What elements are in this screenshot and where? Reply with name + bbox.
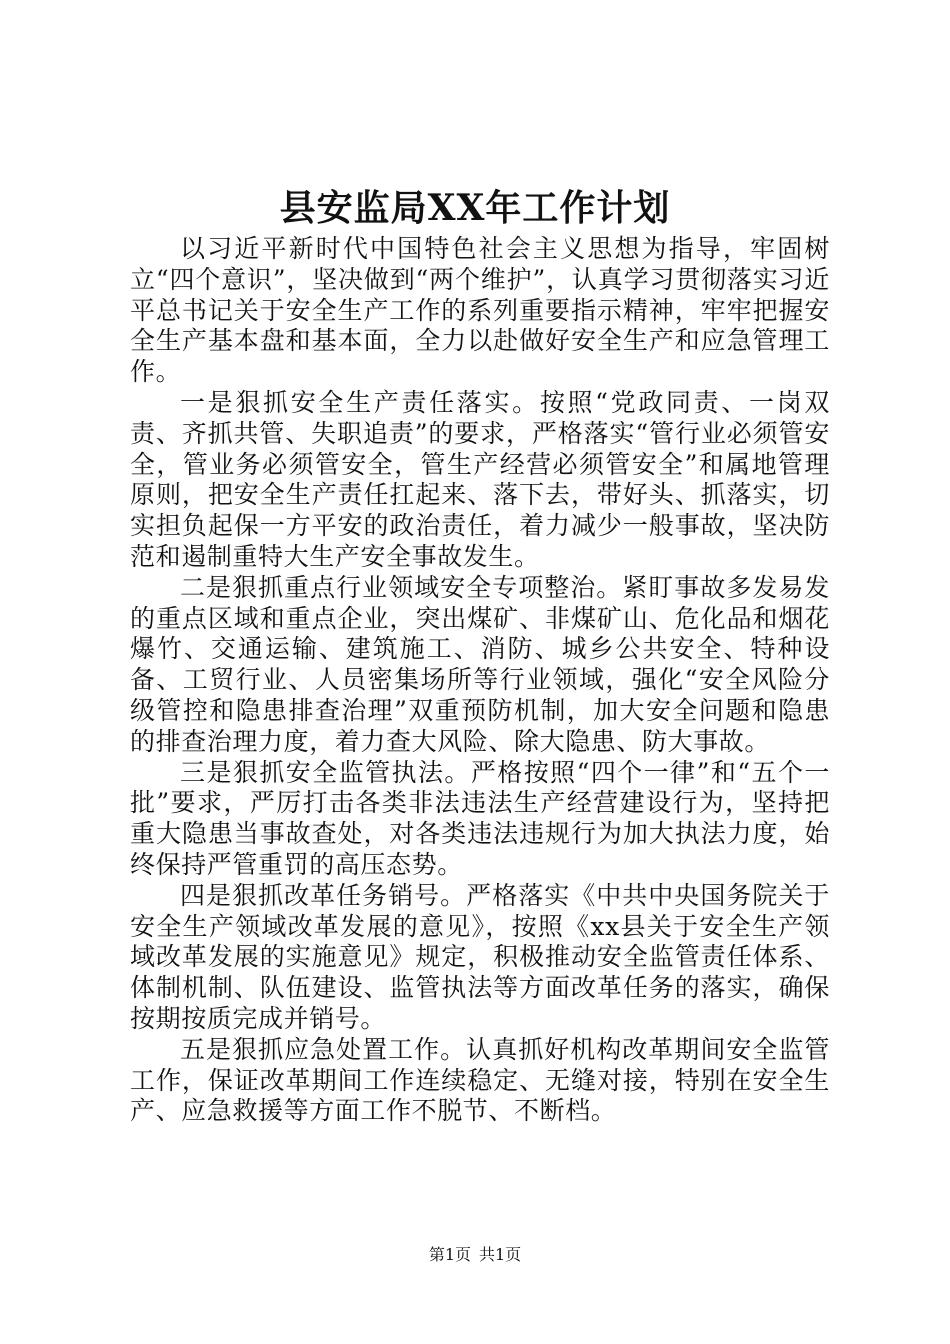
paragraph-enforcement: 三是狠抓安全监管执法。严格按照“四个一律”和“五个一批”要求，严厉打击各类非法违法生产经营建设行为，坚持把重大隐患当事故查处，对各类违法违规行为加大执法力度，始终保持严管重罚的高压态势。 <box>130 757 830 879</box>
paragraph-reform-tasks: 四是狠抓改革任务销号。严格落实《中共中央国务院关于安全生产领域改革发展的意见》，按照《xx县关于安全生产领域改革发展的实施意见》规定，积极推动安全监管责任体系、体制机制、队伍建设、监管执法等方面改革任务的落实，确保按期按质完成并销号。 <box>130 880 830 1033</box>
document-body <box>130 234 830 1127</box>
intro-paragraph: 以习近平新时代中国特色社会主义思想为指导，牢固树立“四个意识”，坚决做到“两个维护”，认真学习贯彻落实习近平总书记关于安全生产工作的系列重要指示精神，牢牢把握安全生产基本盘和基本面，全力以赴做好安全生产和应急管理工作。 <box>130 234 830 387</box>
document-title: 县安监局XX年工作计划 <box>279 187 671 229</box>
paragraph-emergency-response: 五是狠抓应急处置工作。认真抓好机构改革期间安全监管工作，保证改革期间工作连续稳定、无缝对接，特别在安全生产、应急救援等方面工作不脱节、不断档。 <box>130 1034 830 1126</box>
page-total: 共1页 <box>479 1245 522 1264</box>
page-number: 第1页 <box>428 1245 471 1264</box>
paragraph-special-rectification: 二是狠抓重点行业领域安全专项整治。紧盯事故多发易发的重点区域和重点企业，突出煤矿、非煤矿山、危化品和烟花爆竹、交通运输、建筑施工、消防、城乡公共安全、特种设备、工贸行业、人员密集场所等行业领域，强化“安全风险分级管控和隐患排查治理”双重预防机制，加大安全问题和隐患的排查治理力度，着力查大风险、除大隐患、防大事故。 <box>130 572 830 756</box>
page-footer <box>0 1245 950 1265</box>
paragraph-responsibility: 一是狠抓安全生产责任落实。按照“党政同责、一岗双责、齐抓共管、失职追责”的要求，严格落实“管行业必须管安全，管业务必须管安全，管生产经营必须管安全”和属地管理原则，把安全生产责任扛起来、落下去，带好头、抓落实，切实担负起保一方平安的政治责任，着力减少一般事故，坚决防范和遏制重特大生产安全事故发生。 <box>130 387 830 571</box>
